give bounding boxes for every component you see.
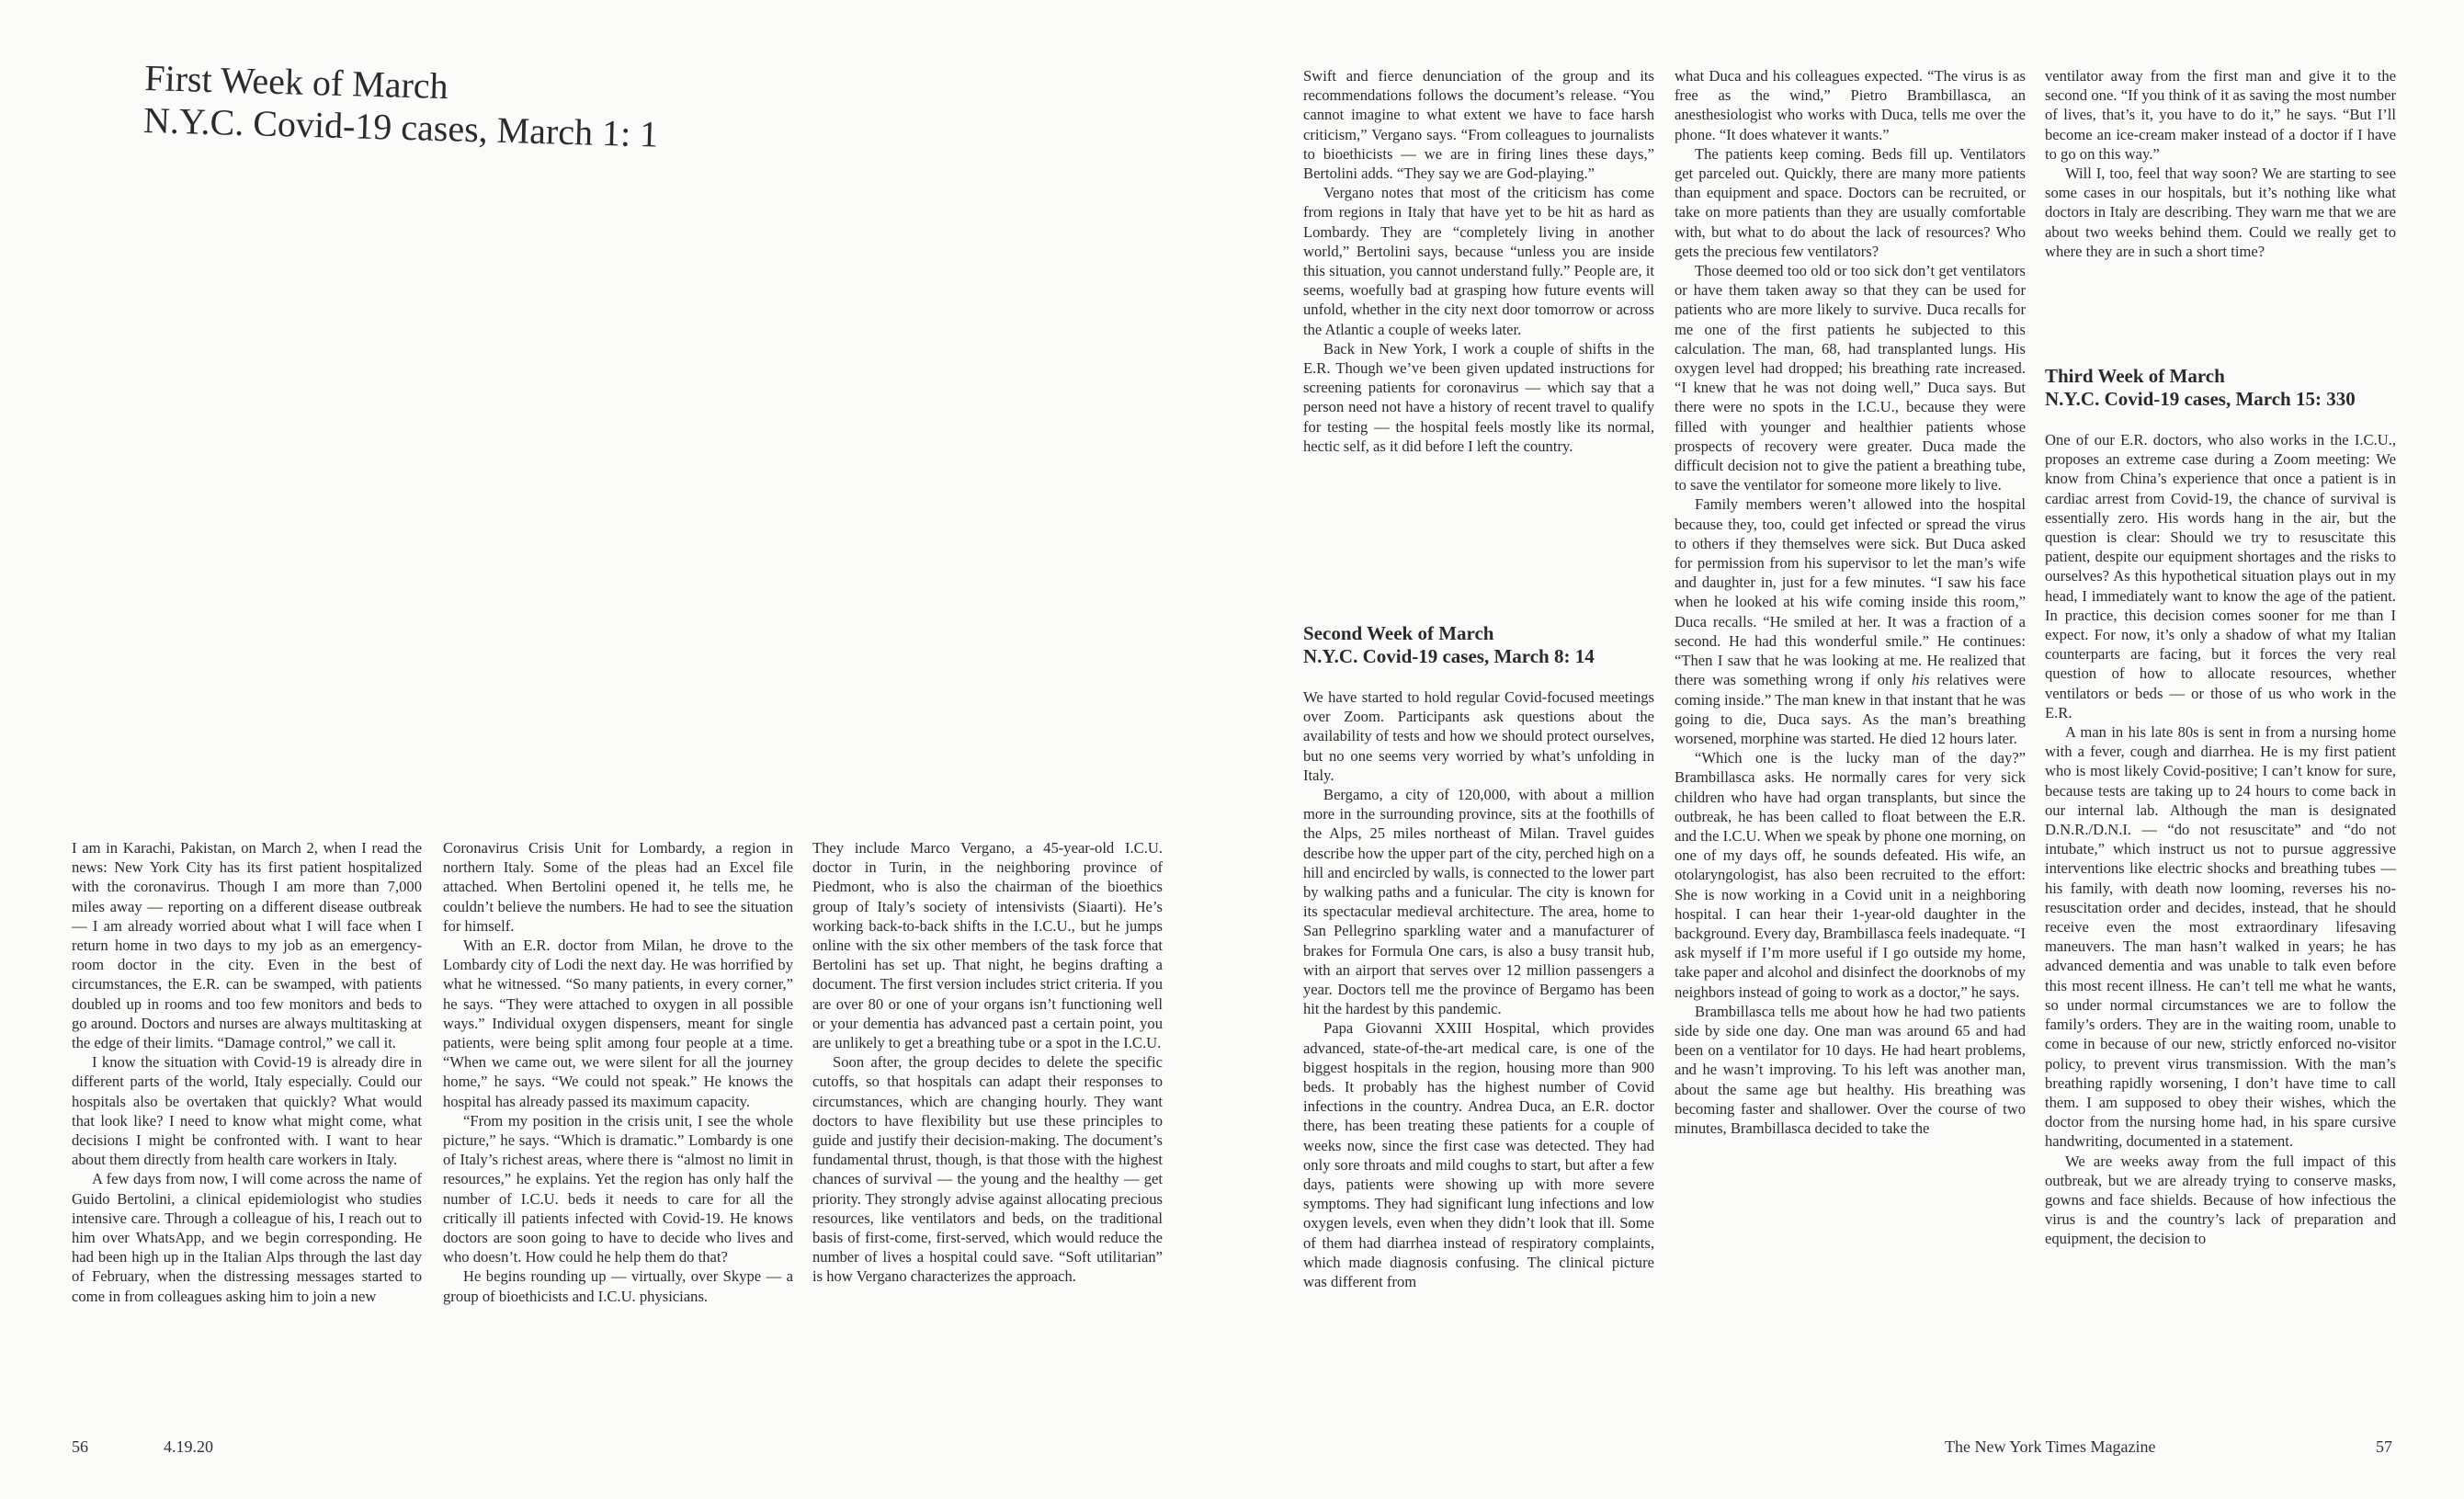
paragraph: The patients keep coming. Beds fill up. Ventilators get parceled out. Quickly, there are many more patients than equipment and space. Doctors can be recruited, or take on more patients than they are usually comfortable with, but what to do about the lack of resources? Who gets the precious few ventilators? [1675,144,2026,260]
paragraph: I am in Karachi, Pakistan, on March 2, when I read the news: New York City has its first patient hospitalized with the coronavirus. Though I am more than 7,000 miles away — reporting on a different disease outbreak — I am already worried about what I will face when I return home in two days to my job as an emergency-room doctor in the city. Even in the best of circumstances, the E.R. can be swamped, with patients doubled up in rooms and too few monitors and beds to go around. Doctors and nurses are always multitasking at the edge of their limits. “Damage control,” we call it. [72,839,422,1052]
paragraph-text-continued: relatives were coming inside.” The man knew in that instant that he was going to die, Duca says. As the man’s breathing worsened, morphine was started. He died 12 hours later. [1675,671,2026,747]
paragraph: Those deemed too old or too sick don’t get ventilators or have them taken away so that they can be used for patients who are more likely to survive. Duca recalls for me one of the first patients he subjected to this calculation. The man, 68, had transplanted lungs. His oxygen level had dropped; his breathing rate increased. “I knew that he was not doing well,” Duca says. But there were no spots in the I.C.U., because they were filled with younger and healthier patients whose prospects of recovery were greater. Duca made the difficult decision not to give the patient a breathing tube, to save the ventilator for someone more likely to live. [1675,262,2026,494]
left-column-2 [443,838,793,1426]
right-column-2 [1675,66,2026,1423]
paragraph-text: Family members weren’t allowed into the hospital because they, too, could get infected or spread the virus to others if they themselves were sick. But Duca asked for permission from his supervisor to let the man’s wife and daughter in, just for a few minutes. “I saw his face when he looked at his wife coming inside this room,” Duca recalls. “He smiled at her. It was a fraction of a second. He had this wonderful smile.” He continues: “Then I saw that he was looking at me. He realized that there was something wrong if only [1675,495,2026,689]
paragraph: One of our E.R. doctors, who also works in the I.C.U., proposes an extreme case during a Zoom meeting: We know from China’s experience that once a patient is in cardiac arrest from Covid-19, the chance of survival is essentially zero. His words hang in the air, but the question is clear: Should we try to resuscitate this patient, despite our equipment shortages and the risks to ourselves? As this hypothetical situation plays out in my head, I immediately want to know the age of the patient. In practice, this decision comes sooner for me than I expect. For now, it’s only a shadow of what my Italian counterparts are facing, but it forces the very real question of how to allocate resources, whether ventilators or beds — or those of us who work in the E.R. [2045,431,2396,721]
subhead-second-week-cases: N.Y.C. Covid-19 cases, March 8: 14 [1303,645,1595,667]
paragraph: “From my position in the crisis unit, I see the whole picture,” he says. “Which is dramatic.” Lombardy is one of Italy’s richest areas, where there is “almost no limit in resources,” he explains. Yet the region has only half the number of I.C.U. beds it needs to care for all the critically ill patients infected with Covid-19. He knows doctors are soon going to have to decide who lives and who doesn’t. How could he help them do that? [443,1111,793,1266]
subhead-second-week [1303,622,1595,668]
headline-line-2: N.Y.C. Covid-19 cases, March 1: 1 [142,98,659,155]
paragraph [1675,494,2026,748]
paragraph: Will I, too, feel that way soon? We are starting to see some cases in our hospitals, but it’s nothing like what doctors in Italy are describing. They warn me that we are about two weeks behind them. Could we really get to where they are in such a short time? [2045,165,2396,260]
paragraph: ventilator away from the first man and give it to the second one. “If you think of it as saving the most number of lives, that’s it, you have to do it,” he says. “But I’ll become an ice-cream maker instead of a doctor if I have to go on this way.” [2045,67,2396,163]
headline [142,57,660,156]
paragraph: Bergamo, a city of 120,000, with about a million more in the surrounding province, sits at the foothills of the Alps, 25 miles northeast of Milan. Travel guides describe how the upper part of the city, perched high on a hill and encircled by walls, is connected to the lower part by walking paths and a funicular. The city is known for its spectacular medieval architecture. The area, home to San Pellegrino sparkling water and a manufacturer of brakes for Formula One cars, is also a busy transit hub, with an airport that serves over 12 million passengers a year. Doctors tell me the province of Bergamo has been hit the hardest by this pandemic. [1303,786,1654,1018]
headline-line-1: First Week of March [143,57,449,108]
paragraph: With an E.R. doctor from Milan, he drove to the Lombardy city of Lodi the next day. He was horrified by what he witnessed. “So many patients, in every corner,” he says. “They were attached to oxygen in all possible ways.” Individual oxygen dispensers, meant for single patients, were being split among four people at a time. “When we came out, we were silent for all the journey home,” he says. “We could not speak.” He knows the hospital has already passed its maximum capacity. [443,937,793,1110]
right-column-1-top [1303,66,1654,562]
folio-date: 4.19.20 [164,1437,213,1456]
paragraph: Coronavirus Crisis Unit for Lombardy, a region in northern Italy. Some of the pleas had an Excel file attached. When Bertolini opened it, he tells me, he couldn’t believe the numbers. He had to see the situation for himself. [443,839,793,935]
right-page [1232,0,2464,1499]
paragraph: what Duca and his colleagues expected. “The virus is as free as the wind,” Pietro Brambillasca, an anesthesiologist who works with Duca, tells me over the phone. “It does whatever it wants.” [1675,67,2026,143]
subhead-third-week [2045,365,2356,411]
paragraph: I know the situation with Covid-19 is already dire in different parts of the world, Italy especially. Could our hospitals also be overtaken that quickly? What would that look like? I need to know what might come, what decisions I might be confronted with. I want to hear about them directly from health care workers in Italy. [72,1053,422,1169]
paragraph: Vergano notes that most of the criticism has come from regions in Italy that have yet to be hit as hard as Lombardy. They are “completely living in another world,” Bertolini says, because “unless you are inside this situation, you cannot understand fully.” People are, it seems, woefully bad at grasping how future events will unfold, whether in the city next door tomorrow or across the Atlantic a couple of weeks later. [1303,184,1654,338]
right-column-3-top [2045,66,2396,305]
right-column-1-bottom [1303,687,1654,1423]
right-column-3-bottom [2045,430,2396,1423]
paragraph: Brambillasca tells me about how he had two patients side by side one day. One man was around 65 and had been on a ventilator for 10 days. He had heart problems, and he wasn’t improving. To his left was another man, about the same age but healthy. His breathing was becoming faster and shallower. Over the course of two minutes, Brambillasca decided to take the [1675,1002,2026,1137]
paragraph: Soon after, the group decides to delete the specific cutoffs, so that hospitals can adapt their responses to circumstances, which are changing hourly. They want doctors to have flexibility but use these principles to guide and justify their decision-making. The document’s fundamental thrust, though, is that those with the highest chances of survival — the young and the healthy — get priority. They strongly advise against allocating precious resources, like ventilators and beds, on the traditional basis of first-come, first-served, which would reduce the number of lives a hospital could save. “Soft utilitarian” is how Vergano characterizes the approach. [812,1053,1163,1286]
paragraph: A man in his late 80s is sent in from a nursing home with a fever, cough and diarrhea. He is my first patient who is most likely Covid-positive; I can’t know for sure, because tests are taking up to 24 hours to come back in our internal lab. Although the man is designated D.N.R./D.N.I. — “do not resuscitate” and “do not intubate,” which instruct us not to pursue aggressive interventions like electric shocks and breathing tubes — his family, with death now looming, reverses his no-resuscitation order and decides, instead, that he should receive even the most extraordinary lifesaving maneuvers. The man hasn’t walked in years; he has advanced dementia and was unable to talk even before this most recent illness. He can’t tell me what he wants, so under normal circumstances we are to follow the family’s orders. They are in the waiting room, unable to come in because of our new, strictly enforced no-visitor policy, to prevent virus transmission. With the man’s breathing rapidly worsening, I don’t have time to call them. I am supposed to obey their wishes, which the doctor from the nursing home had, in his spare cursive handwriting, documented in a statement. [2045,723,2396,1151]
left-column-1 [72,838,422,1426]
folio-page-number-left: 56 [72,1437,88,1456]
subhead-third-week-title: Third Week of March [2045,365,2225,387]
paragraph: Back in New York, I work a couple of shifts in the E.R. Though we’ve been given updated instructions for screening patients for coronavirus — which say that a person need not have a history of recent travel to qualify for testing — the hospital feels mostly like its normal, hectic self, as it did before I left the country. [1303,339,1654,455]
paragraph: “Which one is the lucky man of the day?” Brambillasca asks. He normally cares for very sick children who have had organ transplants, but since the outbreak, he has been called to float between the E.R. and the I.C.U. When we speak by phone one morning, on one of my days off, he sounds defeated. His wife, an otolaryngologist, has also been recruited to the effort: She is now working in a Covid unit in a neighboring hospital. I can hear their 1-year-old daughter in the background. Every day, Brambillasca feels inadequate. “I ask myself if I’m more useful if I go outside my home, take paper and alcohol and disinfect the doorknobs of my neighbors instead of going to work as a doctor,” he says. [1675,749,2026,1001]
paragraph: They include Marco Vergano, a 45-year-old I.C.U. doctor in Turin, in the neighboring province of Piedmont, who is also the chairman of the bioethics group of Italy’s society of intensivists (Siaarti). He’s working back-to-back shifts in the I.C.U., but he jumps online with the six other members of the task force that Bertolini has set up. That night, he begins drafting a document. The first version includes strict criteria. If you are over 80 or one of your organs isn’t functioning well or your dementia has advanced past a certain point, you are unlikely to get a breathing tube or a spot in the I.C.U. [812,839,1163,1052]
paragraph: We have started to hold regular Covid-focused meetings over Zoom. Participants ask questions about the availability of tests and how we should protect ourselves, but no one seems very worried by what’s unfolding in Italy. [1303,688,1654,784]
paragraph: We are weeks away from the full impact of this outbreak, but we are already trying to conserve masks, gowns and face shields. Because of how infectious the virus is and the country’s lack of preparation and equipment, the decision to [2045,1152,2396,1248]
emphasis: his [1912,671,1930,689]
paragraph: Papa Giovanni XXIII Hospital, which provides advanced, state-of-the-art medical care, is one of the biggest hospitals in the region, housing more than 900 beds. It probably has the highest number of Covid infections in the country. Andrea Duca, an E.R. doctor there, has been treating these patients for a couple of weeks now, since the first case was detected. They had only sore throats and mild coughs to start, but after a few days, patients were showing up with more severe symptoms. They had significant lung infections and low oxygen levels, even when they didn’t look that ill. Some of them had diarrhea instead of respiratory complaints, which made diagnosis confusing. The clinical picture was different from [1303,1019,1654,1291]
left-column-3 [812,838,1163,1426]
subhead-third-week-cases: N.Y.C. Covid-19 cases, March 15: 330 [2045,388,2356,410]
folio-magazine-name: The New York Times Magazine [1945,1437,2156,1456]
subhead-second-week-title: Second Week of March [1303,622,1494,644]
folio-page-number-right: 57 [2376,1437,2392,1456]
paragraph: A few days from now, I will come across the name of Guido Bertolini, a clinical epidemiologist who studies intensive care. Through a colleague of his, I reach out to him over WhatsApp, and we begin corresponding. He had been high up in the Italian Alps through the last day of February, when the distressing messages started to come in from colleagues asking him to join a new [72,1170,422,1305]
paragraph: Swift and fierce denunciation of the group and its recommendations follows the document’s release. “You cannot imagine to what extent we have to face harsh criticism,” Vergano says. “From colleagues to journalists to bioethicists — we are in firing lines these days,” Bertolini adds. “They say we are God-playing.” [1303,67,1654,183]
paragraph: He begins rounding up — virtually, over Skype — a group of bioethicists and I.C.U. physicians. [443,1267,793,1305]
